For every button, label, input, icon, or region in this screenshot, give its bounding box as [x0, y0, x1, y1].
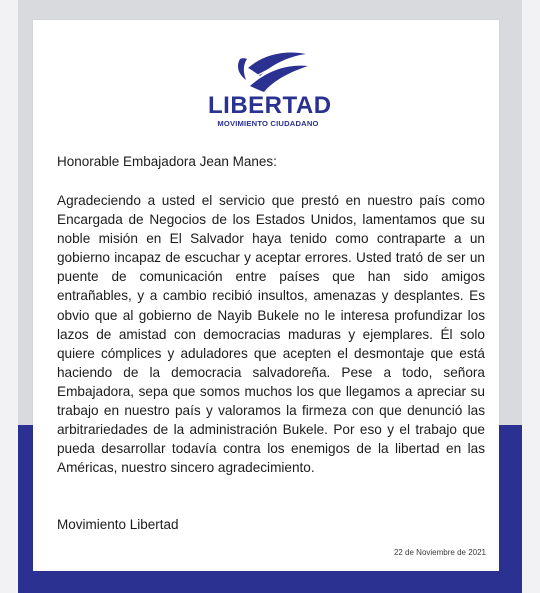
letter-body: Agradeciendo a usted el servicio que prestó en nuestro país como Encargada de Negocios de los Estados Unidos, lamentamos que su noble misión en El Salvador haya tenido como contraparte a un gobierno incapaz de escuchar y aceptar errores. Usted trató de ser un puente de comunicación entre países que han sido amigos entrañables, y a cambio recibió insultos, amenazas y desplantes. Es obvio que al gobierno de Nayib Bukele no le interesa profundizar los lazos de amistad con democracias maduras y ejemplares. Él solo quiere cómplices y aduladores que acepten el desmontaje que está haciendo de la democracia salvadoreña. Pese a todo, señora Embajadora, sepa que somos muchos los que llegamos a apreciar su trabajo en nuestro país y valoramos la firmeza con que denunció las arbitrariedades de la administración Bukele. Por eso y el trabajo que pueda desarrollar todavía contra los enemigos de la libertad en las Américas, nuestro sincero agradecimiento.	[57, 193, 485, 476]
libertad-logo	[208, 46, 332, 142]
logo-wordmark: LIBERTAD	[208, 92, 332, 119]
logo-subtitle: MOVIMIENTO CIUDADANO	[217, 119, 319, 128]
letter-signature: Movimiento Libertad	[57, 517, 179, 532]
letter-date: 22 de Noviembre de 2021	[393, 548, 486, 557]
letter-salutation: Honorable Embajadora Jean Manes:	[57, 154, 277, 169]
right-edge	[522, 0, 540, 593]
letter-card	[33, 20, 499, 571]
left-edge	[0, 0, 18, 593]
swoosh-logo-icon	[226, 46, 310, 94]
